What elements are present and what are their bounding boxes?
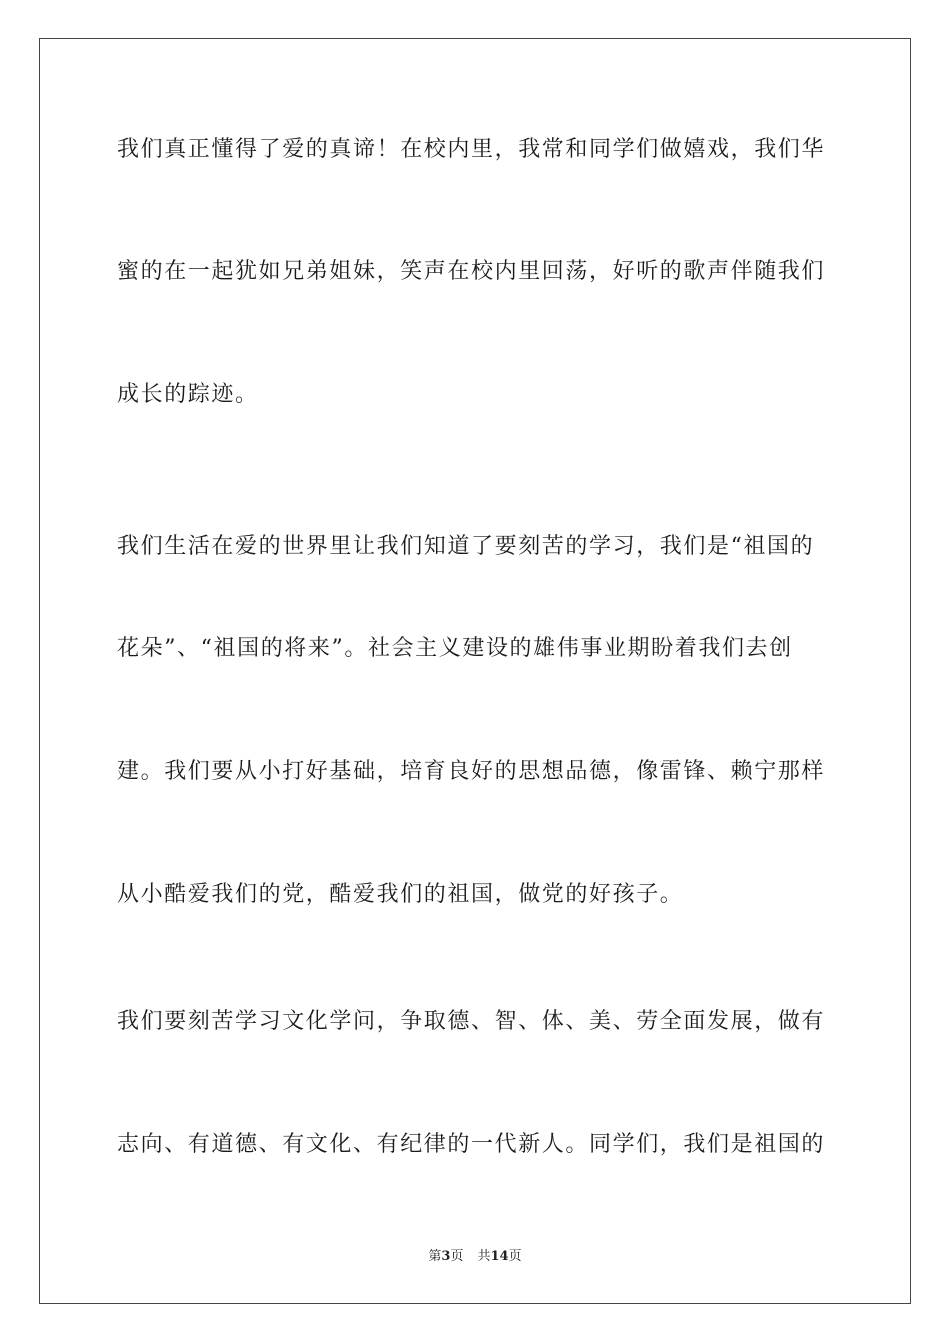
page-border — [39, 38, 911, 1304]
body-text-line: 我们真正懂得了爱的真谛！在校内里，我常和同学们做嬉戏，我们华 — [117, 137, 826, 162]
body-text-line: 志向、有道德、有文化、有纪律的一代新人。同学们，我们是祖国的 — [117, 1132, 826, 1157]
page-prefix: 第 — [428, 1249, 442, 1264]
body-text-line: 花朵”、“祖国的将来”。社会主义建设的雄伟事业期盼着我们去创 — [117, 636, 793, 661]
page-number: 3 — [441, 1249, 451, 1264]
page-footer — [0, 1248, 950, 1266]
body-text-line: 建。我们要从小打好基础，培育良好的思想品德，像雷锋、赖宁那样 — [117, 759, 826, 784]
total-suffix: 页 — [508, 1249, 522, 1264]
page-suffix: 页 — [450, 1249, 464, 1264]
total-prefix: 共 — [477, 1249, 491, 1264]
body-text-line: 我们生活在爱的世界里让我们知道了要刻苦的学习，我们是“祖国的 — [117, 534, 815, 559]
body-text-line: 蜜的在一起犹如兄弟姐妹，笑声在校内里回荡，好听的歌声伴随我们 — [117, 259, 826, 284]
total-pages: 14 — [490, 1249, 509, 1264]
body-text-line: 从小酷爱我们的党，酷爱我们的祖国，做党的好孩子。 — [117, 882, 684, 907]
body-text-line: 我们要刻苦学习文化学问，争取德、智、体、美、劳全面发展，做有 — [117, 1009, 826, 1034]
body-text-line: 成长的踪迹。 — [117, 382, 259, 407]
